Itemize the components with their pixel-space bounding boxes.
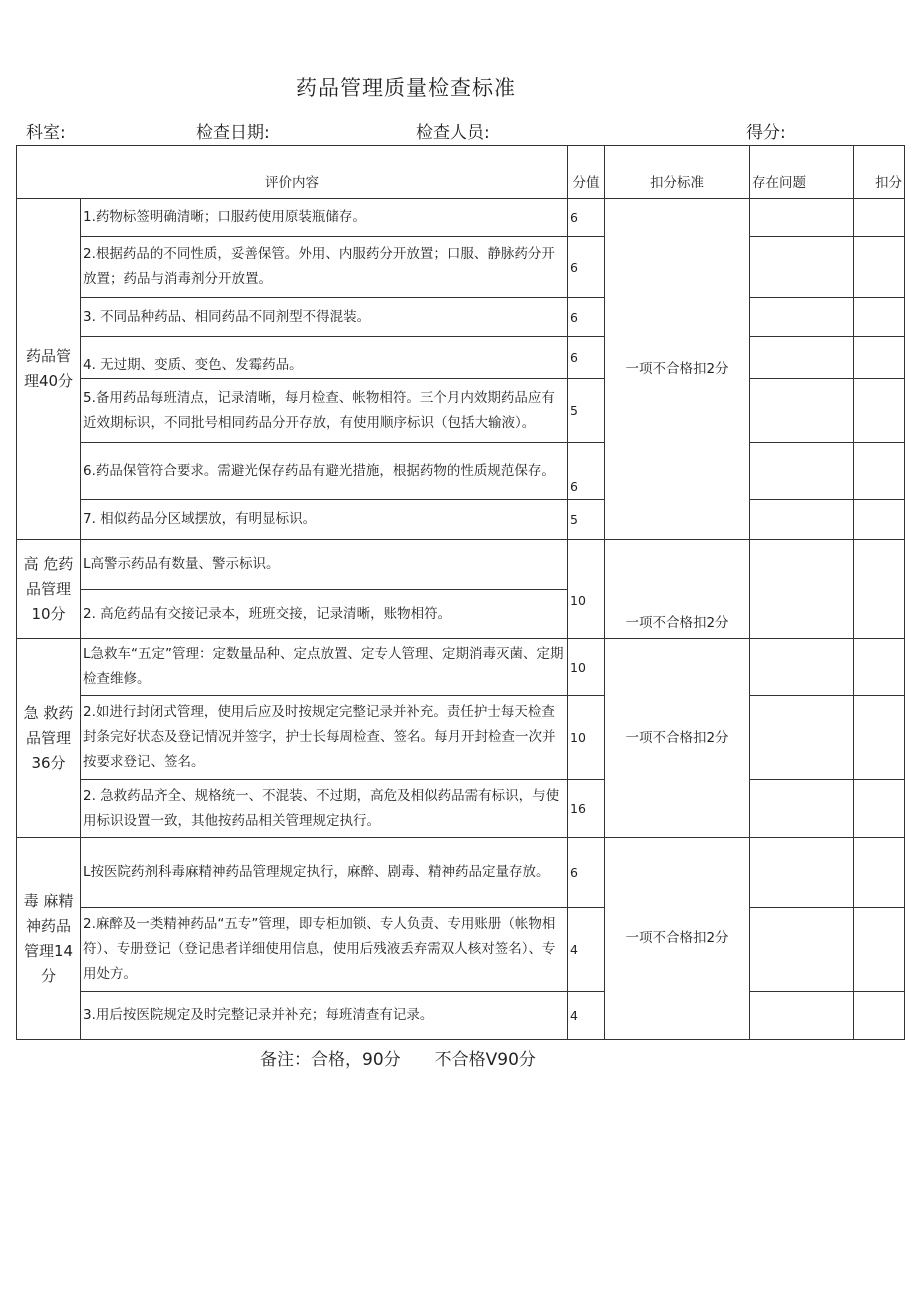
header-content: 评价内容 — [17, 146, 568, 199]
problem-cell[interactable] — [750, 443, 854, 500]
item-text: 2. 高危药品有交接记录本，班班交接，记录清晰，账物相符。 — [81, 590, 568, 639]
deduction-cell[interactable] — [854, 780, 905, 838]
table-row — [17, 639, 905, 696]
deduction-cell[interactable] — [854, 838, 905, 908]
item-text: 3. 不同品种药品、相同药品不同剂型不得混装。 — [81, 298, 568, 337]
problem-cell[interactable] — [750, 500, 854, 540]
item-score: 10 — [568, 696, 605, 780]
problem-cell[interactable] — [750, 696, 854, 780]
item-text: 2.麻醉及一类精神药品“五专”管理，即专柜加锁、专人负责、专用账册（帐物相符）、专册登记（登记患者详细使用信息，使用后残液丢弃需双人核对签名）、专用处方。 — [81, 908, 568, 992]
item-score: 6 — [568, 337, 605, 379]
problem-cell[interactable] — [750, 639, 854, 696]
table-row — [17, 443, 905, 500]
category-narcotic: 毒 麻精神药品管理14分 — [17, 838, 81, 1040]
problem-cell[interactable] — [750, 337, 854, 379]
item-score: 16 — [568, 780, 605, 838]
item-text: L按医院药剂科毒麻精神药品管理规定执行，麻醉、剧毒、精神药品定量存放。 — [81, 838, 568, 908]
deduction-cell[interactable] — [854, 298, 905, 337]
item-text: L急救车“五定”管理：定数量品种、定点放置、定专人管理、定期消毒灭菌、定期检查维修。 — [81, 639, 568, 696]
deduction-standard: 一项不合格扣2分 — [605, 639, 750, 838]
problem-cell[interactable] — [750, 237, 854, 298]
problem-cell[interactable] — [750, 838, 854, 908]
check-date-label: 检查日期: — [196, 123, 270, 143]
item-score: 5 — [568, 379, 605, 443]
problem-cell[interactable] — [750, 780, 854, 838]
header-score: 分值 — [568, 146, 605, 199]
header-row — [17, 146, 905, 199]
table-row — [17, 500, 905, 540]
deduction-cell[interactable] — [854, 443, 905, 500]
table-row — [17, 838, 905, 908]
score-label: 得分: — [746, 123, 786, 143]
deduction-cell[interactable] — [854, 500, 905, 540]
item-score: 6 — [568, 237, 605, 298]
deduction-cell[interactable] — [854, 639, 905, 696]
department-label: 科室: — [26, 123, 66, 143]
item-score: 4 — [568, 992, 605, 1040]
remark-pass: 备注：合格，90分 — [260, 1050, 401, 1070]
item-score: 5 — [568, 500, 605, 540]
problem-cell[interactable] — [750, 199, 854, 237]
header-standard: 扣分标准 — [605, 146, 750, 199]
table-row — [17, 199, 905, 237]
item-text: 6.药品保管符合要求。需避光保存药品有避光措施，根据药物的性质规范保存。 — [81, 443, 568, 500]
item-score: 10 — [568, 639, 605, 696]
table-row — [17, 696, 905, 780]
category-high-risk: 高 危药品管理10分 — [17, 540, 81, 639]
problem-cell[interactable] — [750, 540, 854, 639]
item-text: 1.药物标签明确清晰；口服药使用原装瓶储存。 — [81, 199, 568, 237]
item-score: 6 — [568, 199, 605, 237]
item-text: L高警示药品有数量、警示标识。 — [81, 540, 568, 590]
item-text: 3.用后按医院规定及时完整记录并补充；每班清查有记录。 — [81, 992, 568, 1040]
table-row — [17, 337, 905, 379]
deduction-cell[interactable] — [854, 237, 905, 298]
problem-cell[interactable] — [750, 298, 854, 337]
deduction-cell[interactable] — [854, 696, 905, 780]
problem-cell[interactable] — [750, 379, 854, 443]
item-score: 6 — [568, 298, 605, 337]
table-row — [17, 908, 905, 992]
deduction-cell[interactable] — [854, 199, 905, 237]
item-text: 4. 无过期、变质、变色、发霉药品。 — [81, 337, 568, 379]
deduction-standard: 一项不合格扣2分 — [605, 838, 750, 1040]
deduction-cell[interactable] — [854, 908, 905, 992]
deduction-cell[interactable] — [854, 540, 905, 639]
table-row — [17, 298, 905, 337]
problem-cell[interactable] — [750, 992, 854, 1040]
item-score: 6 — [568, 443, 605, 500]
header-problems: 存在问题 — [750, 146, 854, 199]
page-title: 药品管理质量检查标准 — [296, 76, 516, 100]
problem-cell[interactable] — [750, 908, 854, 992]
category-drug-management: 药品管理40分 — [17, 199, 81, 540]
item-text: 2. 急救药品齐全、规格统一、不混装、不过期，高危及相似药品需有标识，与使用标识设置一致，其他按药品相关管理规定执行。 — [81, 780, 568, 838]
item-text: 7. 相似药品分区域摆放，有明显标识。 — [81, 500, 568, 540]
inspection-table — [16, 145, 905, 1040]
remark-fail: 不合格V90分 — [434, 1050, 536, 1070]
deduction-cell[interactable] — [854, 379, 905, 443]
deduction-cell[interactable] — [854, 992, 905, 1040]
deduction-standard: 一项不合格扣2分 — [605, 540, 750, 639]
item-text: 2.根据药品的不同性质，妥善保管。外用、内服药分开放置；口服、静脉药分开放置；药品与消毒剂分开放置。 — [81, 237, 568, 298]
header-deduction: 扣分 — [854, 146, 905, 199]
table-row — [17, 780, 905, 838]
item-score: 4 — [568, 908, 605, 992]
deduction-cell[interactable] — [854, 337, 905, 379]
item-text: 2.如进行封闭式管理，使用后应及时按规定完整记录并补充。责任护士每天检查封条完好状态及登记情况并签字，护士长每周检查、签名。每月开封检查一次并按要求登记、签名。 — [81, 696, 568, 780]
table-row — [17, 992, 905, 1040]
item-score: 10 — [568, 540, 605, 639]
inspector-label: 检查人员: — [416, 123, 490, 143]
remark-note — [260, 1045, 570, 1070]
category-emergency: 急 救药品管理 36分 — [17, 639, 81, 838]
item-score: 6 — [568, 838, 605, 908]
table-row — [17, 237, 905, 298]
table-row — [17, 540, 905, 590]
table-row — [17, 379, 905, 443]
deduction-standard: 一项不合格扣2分 — [605, 199, 750, 540]
item-text: 5.备用药品每班清点，记录清晰，每月检查、帐物相符。三个月内效期药品应有近效期标识，不同批号相同药品分开存放，有使用顺序标识（包括大输液）。 — [81, 379, 568, 443]
